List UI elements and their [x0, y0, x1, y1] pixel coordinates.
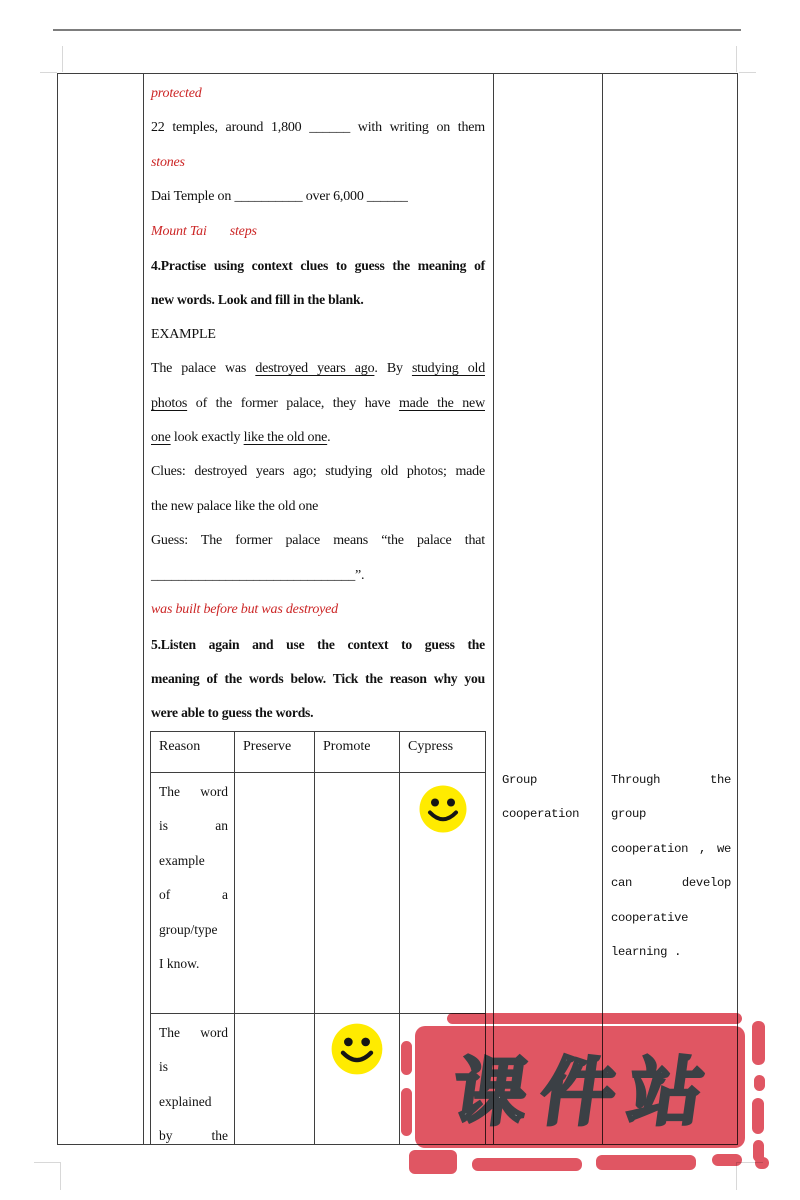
stamp-border-dash — [712, 1154, 742, 1166]
lesson-plan-table — [57, 73, 738, 1145]
stamp-border-dash — [755, 1157, 769, 1169]
text-segment: 5.Listen again and use the context to guess the — [151, 636, 485, 652]
text-line — [151, 490, 485, 524]
page-header-rule — [53, 29, 741, 31]
reason-table-header-promote: Promote — [315, 732, 400, 772]
stamp-border-dash — [752, 1021, 765, 1065]
stamp-border-dash — [754, 1075, 765, 1091]
reason-table-header-cypress: Cypress — [408, 738, 454, 754]
group-cooperation-text — [494, 763, 602, 832]
reason-table-header-row — [151, 732, 485, 773]
text-line — [151, 180, 485, 214]
text-segment: the new palace like the old one — [151, 498, 319, 514]
tick-cell-promote — [315, 773, 400, 1013]
stamp-border-dash — [447, 1013, 742, 1024]
reason-cell-line: example — [159, 852, 205, 868]
cell-text-line: cooperative — [611, 910, 689, 925]
cell-text-line: learning . — [611, 945, 682, 960]
text-line — [151, 352, 485, 386]
cell-text-line: Group — [502, 773, 538, 787]
text-line — [151, 559, 485, 593]
reason-cell-line: The word — [159, 1024, 228, 1040]
text-segment: . — [327, 430, 331, 446]
reason-table-header-preserve: Preserve — [235, 732, 315, 772]
stamp-border-dash — [472, 1158, 582, 1171]
reason-cell-line: is an — [159, 818, 228, 834]
text-line — [151, 628, 485, 662]
reason-table-row — [151, 773, 485, 1014]
cell-text-line: cooperation — [502, 807, 580, 822]
reason-table-header-reason: Reason — [151, 732, 235, 772]
text-line — [151, 696, 485, 730]
reason-cell-line: I know. — [159, 956, 200, 972]
text-segment: of the former palace, they have — [187, 395, 399, 411]
text-segment: meaning of the words below. Tick the reason why you — [151, 670, 485, 686]
underlined-phrase: studying old — [411, 361, 485, 377]
cell-text-line: group — [611, 807, 647, 822]
text-line — [151, 249, 485, 283]
margin-mark — [40, 72, 57, 73]
text-line — [151, 662, 485, 696]
text-segment: The palace was — [151, 361, 256, 377]
margin-mark — [62, 46, 63, 72]
main-text — [144, 74, 493, 731]
tick-cell-preserve — [235, 1014, 315, 1145]
text-segment: were able to guess the words. — [151, 705, 314, 721]
text-segment: Clues: destroyed years ago; studying old photos; made — [151, 464, 485, 480]
reason-cell-line: explained — [159, 1093, 212, 1109]
outer-column-content — [144, 74, 494, 1144]
stamp-border-dash — [752, 1098, 764, 1134]
stamp-text: 课件站 — [447, 1050, 724, 1136]
underlined-phrase: photos — [151, 395, 188, 411]
text-line — [151, 318, 485, 352]
outer-column-purpose — [603, 74, 737, 1144]
stamp-border-dash — [409, 1150, 457, 1174]
reason-cell — [151, 773, 235, 1013]
outer-column-empty — [58, 74, 144, 1144]
underlined-phrase: like the old one — [243, 430, 328, 446]
text-segment: protected — [151, 86, 202, 101]
text-line — [151, 215, 485, 249]
stamp-border-dash — [401, 1088, 412, 1136]
reason-cell-line: group/type — [159, 921, 218, 937]
text-segment: Guess: The former palace means “the palace that — [151, 533, 485, 549]
tick-cell-preserve — [235, 773, 315, 1013]
text-line — [151, 283, 485, 317]
text-line — [151, 111, 485, 145]
cell-text-line: can develop — [611, 876, 731, 891]
text-line — [151, 421, 485, 455]
reason-cell-line: is — [159, 1059, 169, 1075]
text-segment: Dai Temple on __________ over 6,000 ______ — [151, 189, 408, 205]
reason-cell-line: by the — [159, 1128, 228, 1144]
margin-mark — [60, 1162, 61, 1190]
purpose-text — [603, 763, 737, 969]
reason-cell — [151, 1014, 235, 1145]
text-line — [151, 593, 485, 627]
underlined-phrase: one — [151, 430, 171, 446]
margin-mark — [736, 46, 737, 72]
text-line — [151, 387, 485, 421]
tick-cell-promote — [315, 1014, 400, 1145]
cell-text-line: cooperation , we — [611, 841, 731, 856]
text-segment: was built before but was destroyed — [151, 602, 338, 618]
reason-cell-line: The word — [159, 783, 228, 799]
underlined-phrase: destroyed years ago — [255, 361, 375, 377]
margin-mark — [739, 72, 756, 73]
text-segment: look exactly — [170, 430, 244, 446]
watermark-stamp — [396, 1008, 778, 1190]
text-segment: stones — [151, 154, 185, 170]
text-segment: . By — [374, 361, 412, 377]
outer-column-interaction — [494, 74, 603, 1144]
stamp-border-dash — [401, 1041, 412, 1075]
underlined-phrase: made the new — [398, 395, 485, 411]
reason-cell-line: of a — [159, 887, 228, 903]
text-segment: 4.Practise using context clues to guess the meaning of — [151, 258, 485, 274]
smiley-face-icon — [330, 1022, 384, 1076]
text-segment: 22 temples, around 1,800 ______ with writing on them — [151, 120, 485, 136]
text-segment: EXAMPLE — [151, 326, 216, 342]
stamp-border-dash — [596, 1155, 696, 1170]
text-segment: Mount Tai steps — [151, 223, 257, 239]
stamp-background — [415, 1026, 745, 1148]
text-line — [151, 524, 485, 558]
cell-text-line: Through the — [611, 773, 731, 787]
text-segment: new words. Look and fill in the blank. — [151, 292, 364, 308]
text-segment: ______________________________”. — [151, 567, 365, 583]
text-line — [151, 455, 485, 489]
tick-cell-cypress — [400, 773, 485, 1013]
text-line — [151, 77, 485, 111]
margin-mark — [34, 1162, 60, 1163]
smiley-face-icon — [418, 784, 468, 834]
text-line — [151, 146, 485, 180]
